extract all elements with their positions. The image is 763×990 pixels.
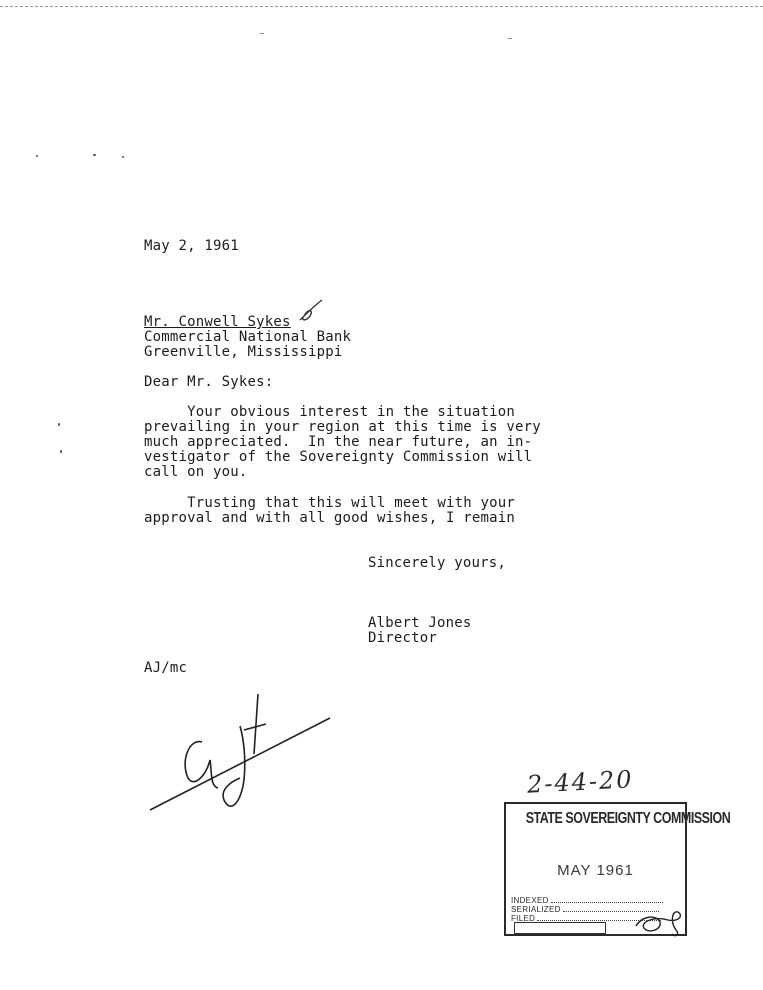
scan-speck	[60, 450, 62, 453]
body-line: prevailing in your region at this time is very	[144, 419, 541, 435]
signer-name: Albert Jones	[368, 615, 472, 631]
stamp-title: STATE SOVEREIGNTY COMMISSION	[525, 810, 731, 827]
closing: Sincerely yours,	[368, 555, 507, 571]
body-line: approval and with all good wishes, I remain	[144, 510, 516, 526]
scan-speck	[36, 155, 38, 157]
scan-speck	[58, 423, 60, 426]
stamp-indexed-row	[511, 896, 663, 905]
file-number: 2-44-20	[526, 765, 635, 799]
typist-initials: AJ/mc	[144, 660, 188, 676]
salutation: Dear Mr. Sykes:	[144, 374, 274, 390]
stamp-field-label: INDEXED	[511, 896, 549, 905]
body-line: Trusting that this will meet with your	[144, 495, 516, 511]
body-line: vestigator of the Sovereignty Commission will	[144, 449, 533, 465]
scan-speck	[508, 38, 512, 39]
stamp-handwritten-mark	[632, 908, 688, 938]
body-line: call on you.	[144, 464, 248, 480]
body-line: much appreciated. In the near future, an in-	[144, 434, 533, 450]
stamp-date: MAY 1961	[557, 862, 634, 879]
stamp-field-label: FILED	[511, 914, 536, 923]
recipient-name: Mr. Conwell Sykes	[144, 314, 291, 330]
stamp-box	[514, 922, 606, 934]
check-mark-icon	[296, 298, 328, 326]
signer-title: Director	[368, 630, 438, 646]
stamp-field-label: SERIALIZED	[511, 905, 561, 914]
scan-speck	[122, 156, 124, 158]
scan-speck	[93, 154, 96, 156]
letter-date: May 2, 1961	[144, 238, 239, 254]
top-edge	[0, 0, 763, 7]
body-line: Your obvious interest in the situation	[144, 404, 516, 420]
recipient-location: Greenville, Mississippi	[144, 344, 343, 360]
received-stamp	[504, 802, 731, 936]
scan-speck	[260, 33, 264, 34]
handwritten-initials	[140, 690, 340, 820]
recipient-org: Commercial National Bank	[144, 329, 352, 345]
